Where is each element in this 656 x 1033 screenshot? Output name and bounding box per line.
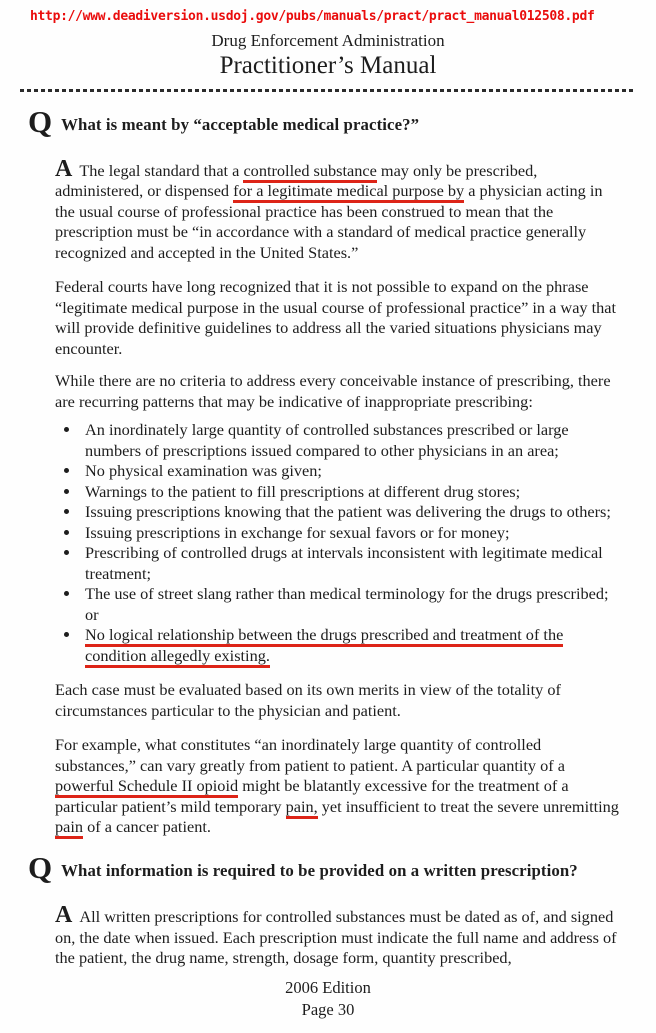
red-underlined-text: pain, xyxy=(286,797,318,819)
bullet-item: • Issuing prescriptions knowing that the patient was delivering the drugs to others; xyxy=(81,502,620,523)
answer-paragraph-1 xyxy=(55,157,620,264)
bullet-item: • The use of street slang rather than medical terminology for the drugs prescribed; or xyxy=(81,584,620,625)
red-underlined-text: pain xyxy=(55,817,83,839)
a-marker: A xyxy=(55,902,73,929)
question-block-1 xyxy=(28,103,620,139)
paragraph-criteria: While there are no criteria to address every conceivable instance of prescribing, there are recurring patterns that may be indicative of inappropriate prescribing: xyxy=(55,371,611,411)
document-header xyxy=(0,31,656,80)
bullet-item: • An inordinately large quantity of controlled substances prescribed or large numbers of prescriptions issued compared to other physicians in an area; xyxy=(81,420,620,461)
pdf-url-annotation: http://www.deadiversion.usdoj.gov/pubs/manuals/pract/pract_manual012508.pdf xyxy=(30,9,595,24)
bullet-item: • Prescribing of controlled drugs at intervals inconsistent with legitimate medical treatment; xyxy=(81,543,620,584)
q-marker: Q xyxy=(28,849,53,885)
red-underlined-text: No logical relationship between the drugs prescribed and treatment of the condition allegedly existing. xyxy=(85,625,563,668)
question-text-2: What information is required to be provided on a written prescription? xyxy=(61,860,578,880)
scanned-manual-page xyxy=(0,9,656,1033)
bullet-list xyxy=(55,420,620,666)
paragraph-each-case: Each case must be evaluated based on its own merits in view of the totality of circumstances particular to the physician and patient. xyxy=(55,680,561,720)
red-underlined-text: powerful Schedule II opioid xyxy=(55,776,238,798)
page-footer xyxy=(0,977,656,1021)
question-text-1: What is meant by “acceptable medical practice?” xyxy=(61,114,420,134)
red-underlined-text: for a legitimate medical purpose by xyxy=(233,181,464,203)
answer-text-1: The legal standard that a controlled substance may only be prescribed, administered, or dispensed for a legitimate medical purpose by a physician acting in the usual course of professional practice has been construed to mean that the prescription must be “in accordance with a standard of medical practice generally recognized and accepted in the United States.” xyxy=(55,160,603,262)
question-block-2 xyxy=(28,849,620,885)
q-marker: Q xyxy=(28,103,53,139)
bullet-item xyxy=(81,625,620,666)
paragraph-federal-courts: Federal courts have long recognized that it is not possible to expand on the phrase “legitimate medical purpose in the usual course of professional practice” in a way that will provide definitive guidelines to address all the varied situations physicians may encounter. xyxy=(55,277,617,358)
manual-title: Practitioner’s Manual xyxy=(219,52,437,79)
footer-edition: 2006 Edition xyxy=(285,978,371,997)
bullet-item: • Warnings to the patient to fill prescriptions at different drug stores; xyxy=(81,482,620,503)
paragraph-example: For example, what constitutes “an inordinately large quantity of controlled substances,” can vary greatly from patient to patient. A particular quantity of a powerful Schedule II opioid might be blatantly excessive for the treatment of a particular patient’s mild temporary pain, yet insufficient to treat the severe unremitting pain of a cancer patient. xyxy=(55,735,620,838)
red-underlined-text: controlled substance xyxy=(243,161,376,183)
answer-paragraph-2 xyxy=(55,903,620,969)
page-content xyxy=(28,103,620,969)
answer-text-2: All written prescriptions for controlled substances must be dated as of, and signed on, the date when issued. Each prescription must indicate the full name and address of the patient, the drug name, strength, dosage form, quantity prescribed, xyxy=(55,907,617,968)
bullet-item: • Issuing prescriptions in exchange for sexual favors or for money; xyxy=(81,523,620,544)
dashed-divider xyxy=(20,89,634,92)
bullet-item: • No physical examination was given; xyxy=(81,461,620,482)
agency-name: Drug Enforcement Administration xyxy=(211,31,445,50)
a-marker: A xyxy=(55,155,73,182)
footer-page-number: Page 30 xyxy=(301,1000,355,1019)
